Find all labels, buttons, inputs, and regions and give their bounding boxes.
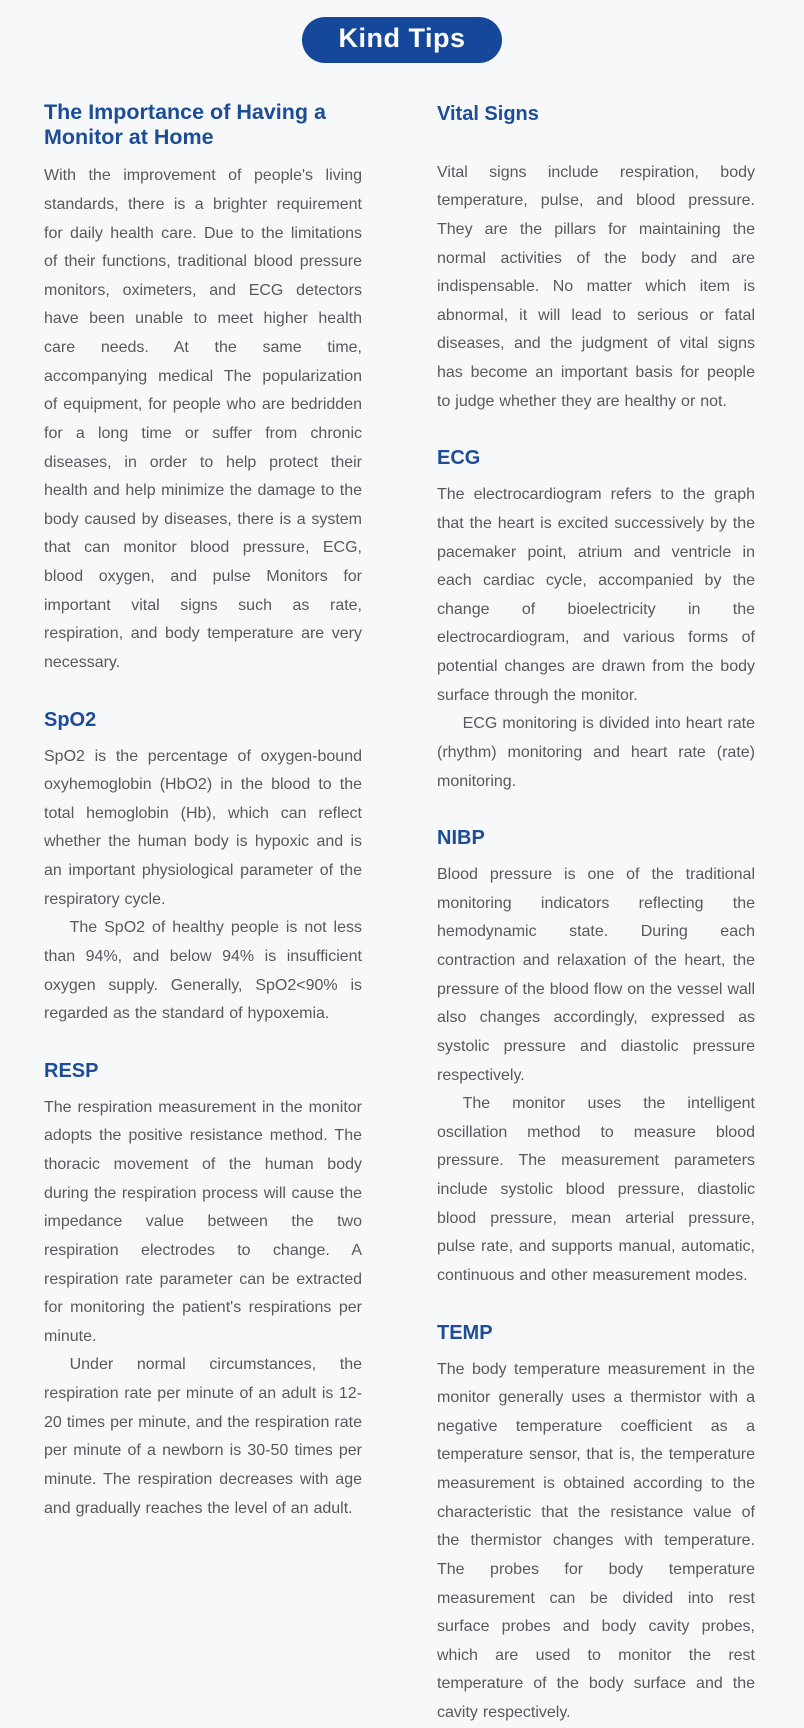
section-ecg-heading: ECG <box>437 447 481 470</box>
section-resp-heading: RESP <box>44 1059 99 1082</box>
section-spo2-heading: SpO2 <box>44 708 97 731</box>
section-ecg <box>437 446 755 796</box>
content-columns <box>0 63 804 1728</box>
section-resp-paragraph-1: The respiration measurement in the monitor adopts the positive resistance method. The thoracic movement of the human body during the respiration process will cause the impedance value between the two respiration electrodes to change. A respiration rate parameter can be extracted for monitoring the patient's respirations per minute. <box>44 1098 362 1345</box>
section-temp <box>437 1321 755 1728</box>
section-vital-signs-paragraph: Vital signs include respiration, body temperature, pulse, and blood pressure. They are the pillars for maintaining the normal activities of the body and are indispensable. No matter which item is abnormal, it will lead to serious or fatal diseases, and the judgment of vital signs has become an important basis for people to judge whether they are healthy or not. <box>437 163 755 410</box>
section-importance-paragraph: With the improvement of people's living standards, there is a brighter requirement for daily health care. Due to the limitations of their functions, traditional blood pressure monitors, oximeters, and ECG detectors have been unable to meet higher health care needs. At the same time, accompanying medical The popularization of equipment, for people who are bedridden for a long time or suffer from chronic diseases, in order to help protect their health and help minimize the damage to the body caused by diseases, there is a system that can monitor blood pressure, ECG, blood oxygen, and pulse Monitors for important vital signs such as rate, respiration, and body temperature are very necessary. <box>44 167 362 671</box>
section-nibp <box>437 826 755 1290</box>
kind-tips-badge-label: Kind Tips <box>338 23 466 53</box>
kind-tips-badge <box>302 17 501 63</box>
section-vital-signs <box>437 102 755 417</box>
section-spo2-paragraph-2: The SpO2 of healthy people is not less than 94%, and below 94% is insufficient oxygen supply. Generally, SpO2<90% is regarded as the standard of hypoxemia. <box>44 919 362 1023</box>
header <box>0 0 804 63</box>
right-column <box>437 100 755 1728</box>
section-spo2 <box>44 708 362 1029</box>
section-ecg-paragraph-2: ECG monitoring is divided into heart rate (rhythm) monitoring and heart rate (rate) monitoring. <box>437 715 755 790</box>
section-temp-paragraph: The body temperature measurement in the monitor generally uses a thermistor with a negative temperature coefficient as a temperature sensor, that is, the temperature measurement is obtained according to the characteristic that the resistance value of the thermistor changes with temperature. The probes for body temperature measurement can be divided into rest surface probes and body cavity probes, which are used to monitor the rest temperature of the body surface and the cavity respectively. <box>437 1360 755 1722</box>
section-nibp-heading: NIBP <box>437 827 485 850</box>
section-importance <box>44 100 362 678</box>
section-nibp-paragraph-1: Blood pressure is one of the traditional monitoring indicators reflecting the hemodynamic state. During each contraction and relaxation of the heart, the pressure of the blood flow on the vessel wall also changes accordingly, expressed as systolic pressure and diastolic pressure respectively. <box>437 866 755 1084</box>
section-temp-heading: TEMP <box>437 1321 493 1344</box>
section-vital-signs-heading: Vital Signs <box>437 102 539 125</box>
section-importance-heading: The Importance of Having a Monitor at Home <box>44 99 326 150</box>
section-resp-paragraph-2: Under normal circumstances, the respiration rate per minute of an adult is 12-20 times per minute, and the respiration rate per minute of a newborn is 30-50 times per minute. The respiration decreases with age and gradually reaches the level of an adult. <box>44 1356 362 1517</box>
section-nibp-paragraph-2: The monitor uses the intelligent oscillation method to measure blood pressure. The measurement parameters include systolic blood pressure, diastolic blood pressure, mean arterial pressure, pulse rate, and supports manual, automatic, continuous and other measurement modes. <box>437 1095 755 1284</box>
section-ecg-paragraph-1: The electrocardiogram refers to the graph that the heart is excited successively by the pacemaker point, atrium and ventricle in each cardiac cycle, accompanied by the change of bioelectricity in the electrocardiogram, and various forms of potential changes are drawn from the body surface through the monitor. <box>437 486 755 704</box>
section-resp <box>44 1059 362 1523</box>
section-spo2-paragraph-1: SpO2 is the percentage of oxygen-bound oxyhemoglobin (HbO2) in the blood to the total hemoglobin (Hb), which can reflect whether the human body is hypoxic and is an important physiological parameter of the respiratory cycle. <box>44 747 362 908</box>
left-column <box>44 100 362 1728</box>
